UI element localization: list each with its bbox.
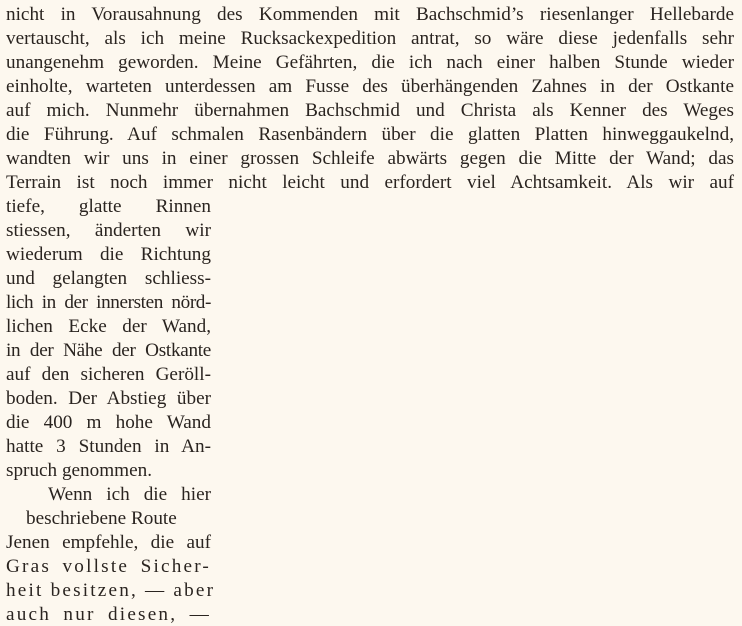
text-line: Terrain ist noch immer nicht leicht und erfordert viel Achtsamkeit. Als wir auf xyxy=(6,172,734,193)
text-line: einholte, warteten unterdessen am Fusse des überhängenden Zahnes in der Ostkante xyxy=(6,76,734,97)
text-line: spruch genommen. xyxy=(6,460,153,481)
text-line: wiederum die Richtung xyxy=(6,244,211,265)
text-line: vertauscht, als ich meine Rucksackexpedition antrat, so wäre diese jedenfalls sehr xyxy=(6,28,734,49)
text-line: boden. Der Abstieg über xyxy=(6,388,211,409)
text-line: auf mich. Nunmehr übernahmen Bachschmid und Christa als Kenner des Weges xyxy=(6,100,734,121)
text-line: unangenehm geworden. Meine Gefährten, die ich nach einer halben Stunde wieder xyxy=(6,52,734,73)
text-line: beschriebene Route xyxy=(26,508,177,529)
text-line: Wenn ich die hier xyxy=(48,484,211,505)
text-line: Jenen empfehle, die auf xyxy=(6,532,211,553)
text-line: hatte 3 Stunden in An- xyxy=(6,436,211,457)
text-line: auf den sicheren Geröll- xyxy=(6,364,211,385)
text-line: lichen Ecke der Wand, xyxy=(6,316,211,337)
text-line: stiessen, änderten wir xyxy=(6,220,211,241)
text-line: und gelangten schliess- xyxy=(6,268,211,289)
text-line: nicht in Vorausahnung des Kommenden mit Bachschmid’s riesenlanger Hellebarde xyxy=(6,4,734,25)
text-line: Gras vollste Sicher- xyxy=(6,556,211,577)
text-line: heit besitzen, — aber xyxy=(6,580,216,601)
text-line: lich in der innersten nörd- xyxy=(6,292,211,313)
text-line: tiefe, glatte Rinnen xyxy=(6,196,211,217)
text-line: die Führung. Auf schmalen Rasenbändern über die glatten Platten hinweggaukelnd, xyxy=(6,124,734,145)
text-line: die 400 m hohe Wand xyxy=(6,412,211,433)
text-line: wandten wir uns in einer grossen Schleife abwärts gegen die Mitte der Wand; das xyxy=(6,148,734,169)
text-line: auch nur diesen, — xyxy=(6,604,211,625)
text-line: in der Nähe der Ostkante xyxy=(6,340,211,361)
